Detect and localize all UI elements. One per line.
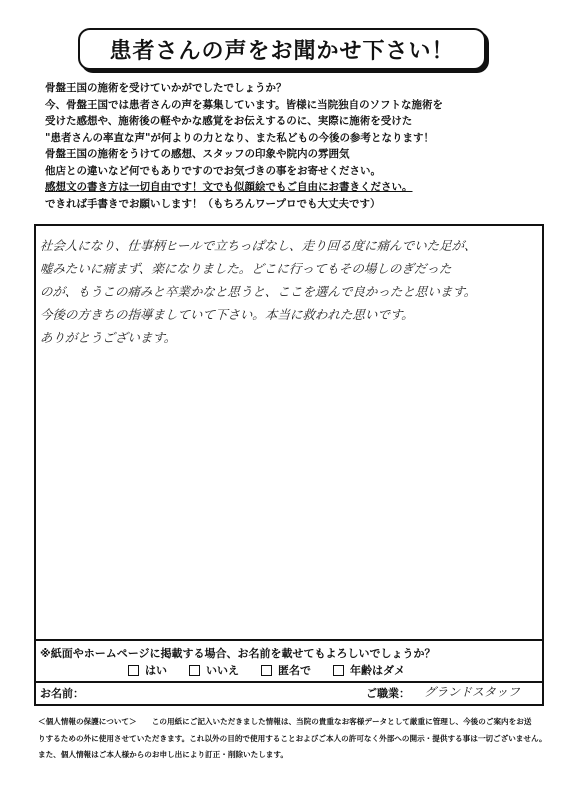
option-no-age[interactable] (333, 662, 405, 678)
checkbox[interactable] (189, 665, 200, 676)
option-label: 匿名で (278, 664, 311, 677)
handwritten-line: 社会人になり、仕事柄ヒールで立ちっぱなし、走り回る度に痛んでいた足が、 (39, 238, 478, 253)
intro-line: できれば手書きでお願いします！（もちろんワープロでも大丈夫です） (45, 197, 381, 210)
handwritten-line: 今後の方きちの指導ましていて下さい。本当に救われた思いです。 (39, 307, 415, 322)
publish-question: ※紙面やホームページに掲載する場合、お名前を載せてもよろしいでしょうか？ (40, 647, 436, 660)
publish-options (128, 662, 405, 678)
intro-text (45, 80, 545, 212)
intro-line: 他店との違いなど何でもありですのでお気づきの事をお寄せください。 (45, 164, 381, 177)
name-label: お名前： (40, 687, 84, 700)
page-title: 患者さんの声をお聞かせ下さい！ (109, 38, 455, 64)
intro-line-emphasis: 感想文の書き方は一切自由です！文でも似顔絵でもご自由にお書きください。 (45, 181, 413, 193)
handwritten-line: 嘘みたいに痛まず、楽になりました。どこに行ってもその場しのぎだった (39, 261, 453, 276)
intro-line: 今、骨盤王国では患者さんの声を募集しています。皆様に当院独自のソフトな施術を (45, 98, 443, 111)
option-anonymous[interactable] (261, 662, 311, 678)
option-label: はい (145, 664, 167, 677)
occupation-value[interactable]: グランドスタッフ (424, 685, 520, 699)
privacy-line: ＜個人情報の保護について＞ この用紙にご記入いただきました情報は、当院の貴重なお客様データとして厳重に管理し、今後のご案内をお送 (38, 717, 532, 726)
checkbox[interactable] (128, 665, 139, 676)
intro-line: 受けた感想や、施術後の軽やかな感覚をお伝えするのに、実際に施術を受けた (45, 115, 413, 127)
intro-line: 骨盤王国の施術を受けていかがでしたでしょうか？ (45, 82, 287, 94)
privacy-line: りするための外に使用させていただきます。これ以外の目的で使用することおよびご本人の許可なく外部への開示・提供する事は一切ございません。 (38, 733, 547, 743)
option-label: 年齢はダメ (350, 664, 405, 677)
privacy-line: また、個人情報はご本人様からのお申し出により訂正・削除いたします。 (38, 750, 288, 759)
option-no[interactable] (189, 662, 239, 678)
handwritten-line: ありがとうございます。 (39, 330, 178, 345)
option-yes[interactable] (128, 662, 167, 678)
intro-line: "患者さんの率直な声"が何よりの力となり、また私どもの今後の参考となります！ (45, 131, 434, 144)
feedback-form (34, 224, 544, 706)
title-box (78, 28, 486, 70)
name-occupation-row (36, 681, 542, 704)
privacy-notice (38, 714, 558, 764)
handwritten-feedback[interactable] (40, 234, 538, 349)
checkbox[interactable] (261, 665, 272, 676)
occupation-label: ご職業： (366, 687, 410, 700)
handwritten-line: のが、もうこの痛みと卒業かなと思うと、ここを選んで良かったと思います。 (39, 284, 478, 299)
checkbox[interactable] (333, 665, 344, 676)
publish-permission-section (36, 639, 542, 683)
option-label: いいえ (206, 664, 239, 677)
intro-line: 骨盤王国の施術をうけての感想、スタッフの印象や院内の雰囲気 (45, 148, 350, 160)
